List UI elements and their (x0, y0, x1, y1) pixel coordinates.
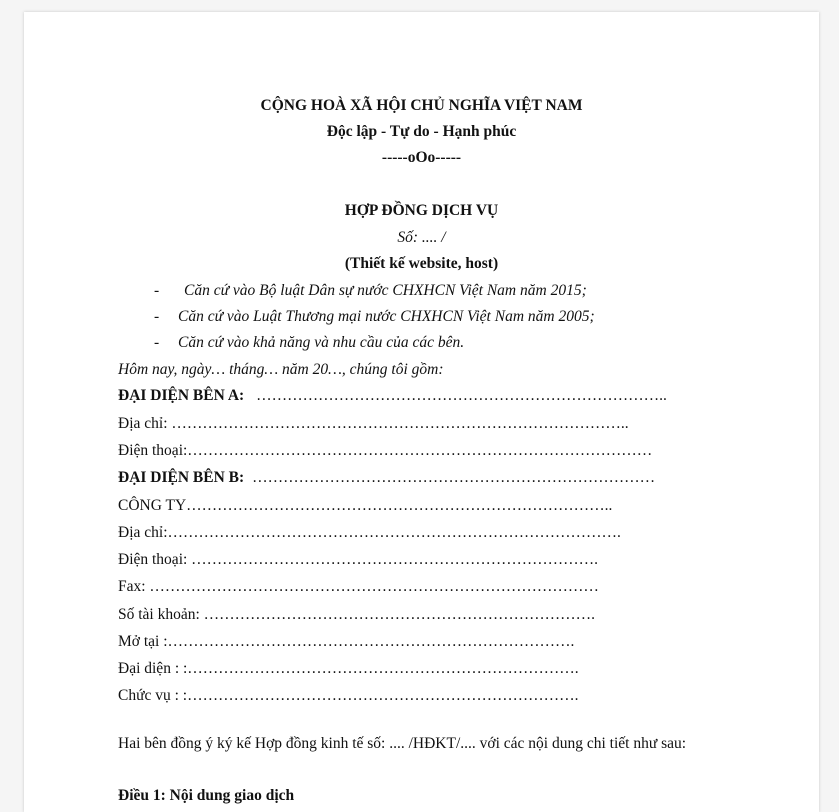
bullet-dash: - (154, 308, 160, 325)
legal-basis-item: Căn cứ vào Bộ luật Dân sự nước CHXHCN Việt Nam năm 2015; (184, 282, 587, 299)
party-a-phone: Điện thoại:……………………………………………………………………………… (118, 442, 653, 459)
legal-basis-item: Căn cứ vào Luật Thương mại nước CHXHCN Việt Nam năm 2005; (178, 308, 595, 325)
bullet-dash: - (154, 282, 160, 299)
contract-subtitle: (Thiết kế website, host) (344, 255, 499, 272)
separator: -----oOo----- (381, 149, 462, 166)
contract-title: HỢP ĐỒNG DỊCH VỤ (344, 202, 499, 219)
motto: Độc lập - Tự do - Hạnh phúc (326, 123, 517, 140)
party-b-representative: Đại diện : :…………………………………………………………………. (118, 660, 579, 677)
party-b-fill: …………………………………………………………………… (252, 469, 656, 486)
bullet-dash: - (154, 334, 160, 351)
party-b-bank: Mở tại :……………………………………………………………………. (118, 633, 575, 650)
party-b-label: ĐẠI DIỆN BÊN B: (118, 469, 245, 486)
party-b-heading (118, 468, 655, 488)
contract-number: Số: .... / (397, 229, 446, 246)
intro-text: Hôm nay, ngày… tháng… năm 20…, chúng tôi gồm: (118, 361, 444, 378)
party-b-account: Số tài khoản: …………………………………………………………………. (118, 606, 596, 623)
country-heading: CỘNG HOÀ XÃ HỘI CHỦ NGHĨA VIỆT NAM (260, 97, 583, 114)
legal-basis-item: Căn cứ vào khả năng và nhu cầu của các bên. (178, 334, 465, 351)
party-b-company: CÔNG TY……………………………………………………………………….. (118, 497, 613, 514)
party-b-fax: Fax: …………………………………………………………………………… (118, 578, 599, 595)
party-b-address: Địa chỉ:……………………………………………………………………………. (118, 524, 621, 541)
party-b-position: Chức vụ : :…………………………………………………………………. (118, 687, 579, 704)
party-a-label: ĐẠI DIỆN BÊN A: (118, 387, 245, 404)
article-1-heading: Điều 1: Nội dung giao dịch (118, 787, 295, 804)
document-page (24, 12, 819, 812)
party-a-fill: …………………………………………………………………….. (256, 387, 667, 404)
party-a-address: Địa chỉ: …………………………………………………………………………….. (118, 415, 629, 432)
party-b-phone: Điện thoại: ……………………………………………………………………. (118, 551, 599, 568)
agreement-text: Hai bên đồng ý ký kế Hợp đồng kinh tế số: .... /HĐKT/.... với các nội dung chi tiết như sau: (118, 735, 687, 752)
party-a-heading (118, 386, 667, 406)
